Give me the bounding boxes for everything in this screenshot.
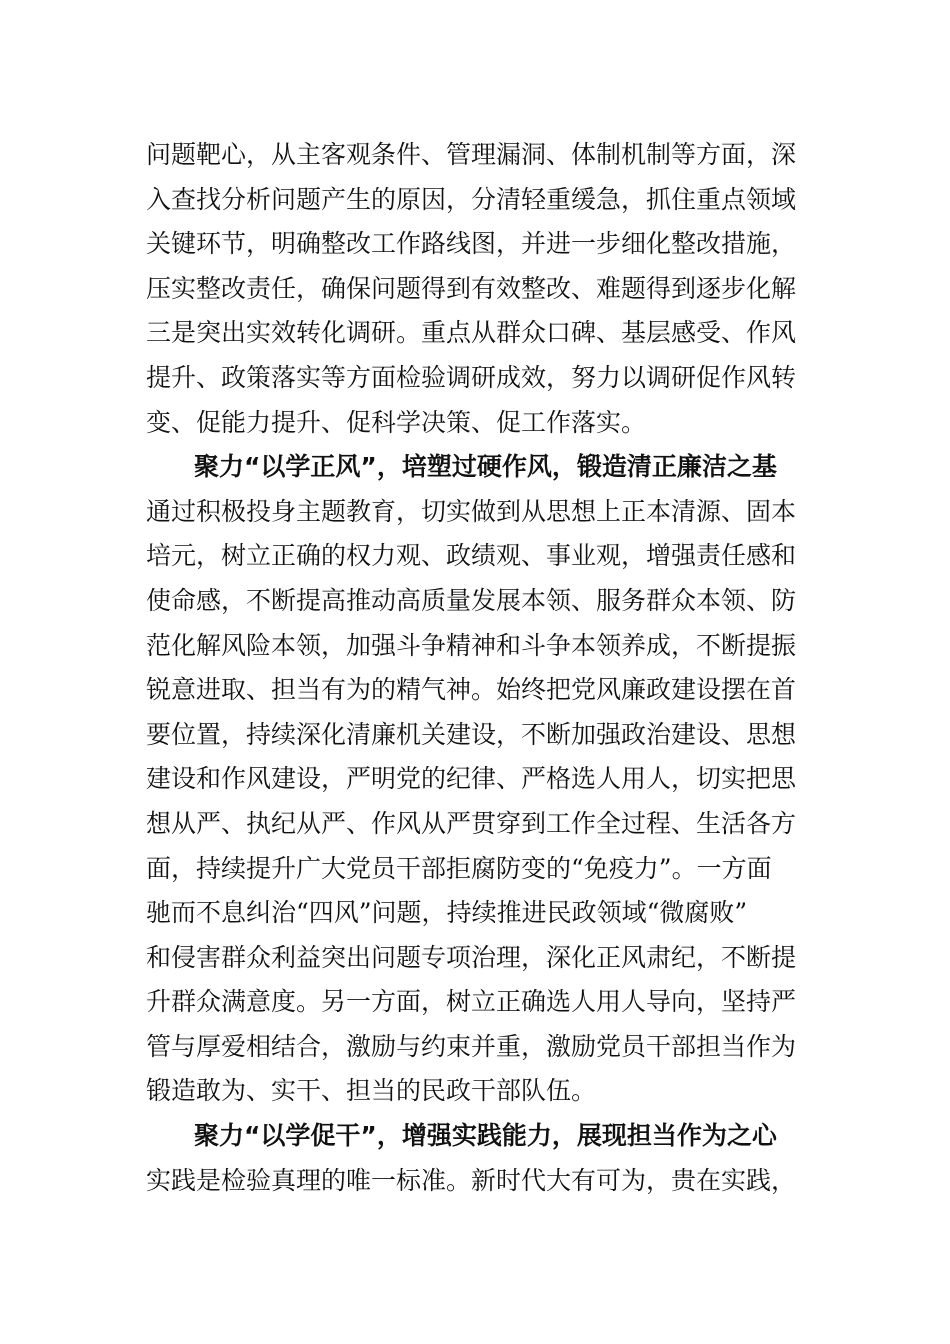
body-text-line: 入查找分析问题产生的原因，分清轻重缓急，抓住重点领域 <box>146 184 797 214</box>
body-text-line: 锐意进取、担当有为的精气神。始终把党风廉政建设摆在首 <box>146 675 797 705</box>
body-text-line: 范化解风险本领，加强斗争精神和斗争本领养成，不断提振 <box>146 630 797 660</box>
body-text-line: 关键环节，明确整改工作路线图，并进一步细化整改措施， <box>146 229 797 259</box>
body-text-line: 通过积极投身主题教育，切实做到从思想上正本清源、固本 <box>146 496 797 526</box>
section-heading: 聚力“以学正风”，培塑过硬作风，锻造清正廉洁之基 <box>194 452 777 482</box>
document-body <box>146 133 816 1203</box>
body-text-line: 面，持续提升广大党员干部拒腐防变的“免疫力”。一方面 <box>146 853 772 883</box>
body-text-line: 三是突出实效转化调研。重点从群众口碑、基层感受、作风 <box>146 318 797 348</box>
body-text-line: 升群众满意度。另一方面，树立正确选人用人导向，坚持严 <box>146 987 797 1017</box>
body-text-line: 建设和作风建设，严明党的纪律、严格选人用人，切实把思 <box>146 764 797 794</box>
body-text-line: 实践是检验真理的唯一标准。新时代大有可为，贵在实践， <box>146 1165 797 1195</box>
body-text-line: 要位置，持续深化清廉机关建设，不断加强政治建设、思想 <box>146 719 797 749</box>
body-text-line: 管与厚爱相结合，激励与约束并重，激励党员干部担当作为 <box>146 1031 797 1061</box>
section-heading: 聚力“以学促干”，增强实践能力，展现担当作为之心 <box>194 1121 777 1151</box>
body-text-line: 想从严、执纪从严、作风从严贯穿到工作全过程、生活各方 <box>146 808 797 838</box>
body-text-line: 培元，树立正确的权力观、政绩观、事业观，增强责任感和 <box>146 541 797 571</box>
body-text-line: 压实整改责任，确保问题得到有效整改、难题得到逐步化解 <box>146 273 797 303</box>
body-text-line: 使命感，不断提高推动高质量发展本领、服务群众本领、防 <box>146 585 797 615</box>
body-text-line: 和侵害群众利益突出问题专项治理，深化正风肃纪，不断提 <box>146 942 797 972</box>
body-text-line: 问题靶心，从主客观条件、管理漏洞、体制机制等方面，深 <box>146 140 797 169</box>
body-text-line: 锻造敢为、实干、担当的民政干部队伍。 <box>146 1076 597 1106</box>
body-text-line: 变、促能力提升、促科学决策、促工作落实。 <box>146 407 647 437</box>
body-text-line: 提升、政策落实等方面检验调研成效，努力以调研促作风转 <box>146 362 797 392</box>
body-text-line: 驰而不息纠治“四风”问题，持续推进民政领域“微腐败” <box>146 898 748 928</box>
